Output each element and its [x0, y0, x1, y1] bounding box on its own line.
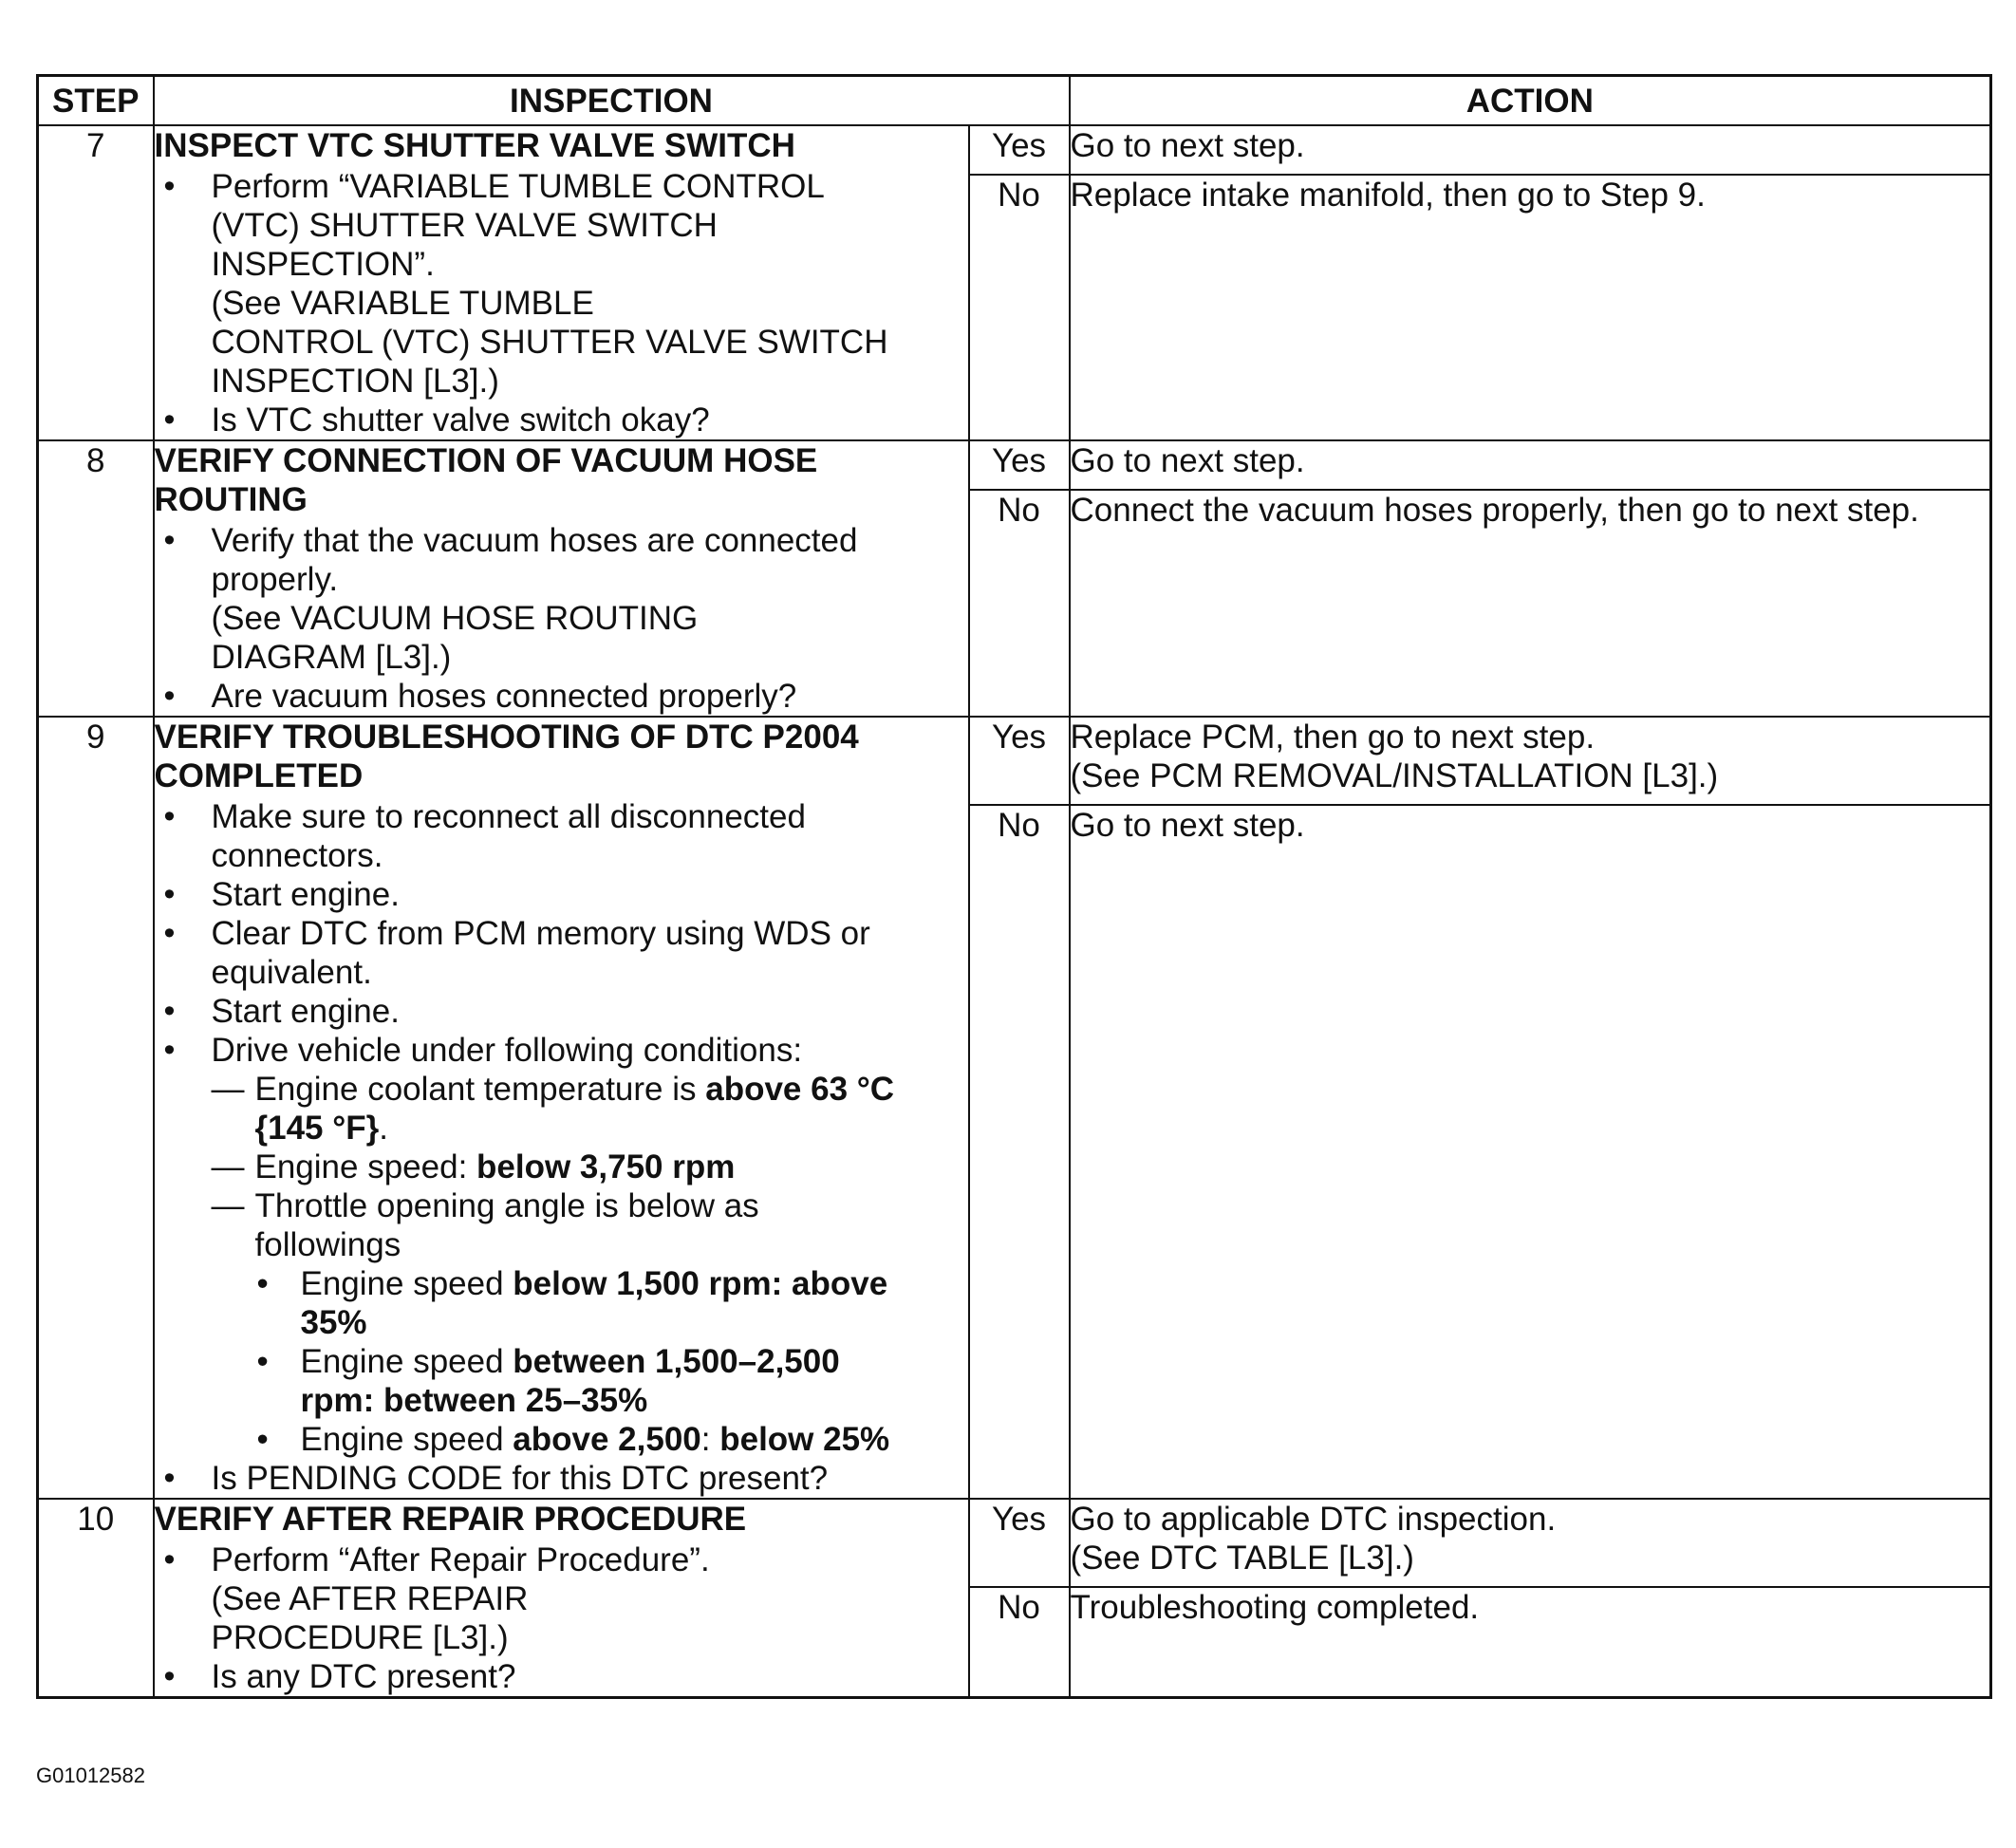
- text-line: • Make sure to reconnect all disconnected: [211, 798, 806, 835]
- condition-speed: [212, 1148, 968, 1186]
- bold-value: rpm: [300, 1382, 364, 1419]
- list-item: [155, 797, 968, 875]
- text-line: • Drive vehicle under following conditions:: [211, 1032, 803, 1069]
- step-number: 10: [38, 1499, 154, 1698]
- step-10-yes-row: [38, 1499, 1991, 1587]
- list-item: [155, 677, 968, 716]
- text-line: [301, 1342, 968, 1381]
- bold-value: 35%: [300, 1304, 367, 1341]
- text-span: .: [379, 1110, 388, 1147]
- step-number: 8: [38, 440, 154, 717]
- text-line: (See VARIABLE TUMBLE: [211, 285, 594, 322]
- bold-value: {145 °F}: [254, 1110, 380, 1147]
- header-step: STEP: [38, 76, 154, 126]
- text-span: :: [700, 1421, 720, 1458]
- text-line: — Throttle opening angle is below as: [254, 1187, 759, 1224]
- bold-value: between 25–35%: [383, 1382, 648, 1419]
- list-item: [155, 1459, 968, 1498]
- step-title: VERIFY AFTER REPAIR PROCEDURE: [154, 1501, 747, 1538]
- step-title: [155, 441, 968, 519]
- yes-label: Yes: [969, 125, 1070, 175]
- inspection-cell: [154, 717, 969, 1499]
- text-line: • Verify that the vacuum hoses are connected: [211, 522, 858, 559]
- bold-value: below 25%: [719, 1421, 890, 1458]
- list-item: [155, 992, 968, 1031]
- bold-value: between 1,500–2,500: [513, 1343, 840, 1380]
- text-line: Go to next step.: [1070, 807, 1305, 844]
- header-inspection: INSPECTION: [154, 76, 1070, 126]
- text-line: (See VACUUM HOSE ROUTING: [211, 600, 699, 637]
- no-label: No: [969, 1587, 1070, 1698]
- step-title: INSPECT VTC SHUTTER VALVE SWITCH: [154, 127, 795, 164]
- text-line: Connect the vacuum hoses properly, then go to next step.: [1070, 492, 1919, 529]
- condition-list: [212, 1070, 968, 1459]
- step-title: [155, 718, 968, 795]
- text-line: • Is any DTC present?: [211, 1658, 516, 1695]
- list-item: [155, 1657, 968, 1696]
- text-line: [255, 1148, 968, 1186]
- text-line: Go to next step.: [1070, 442, 1305, 479]
- yes-action: [1070, 125, 1991, 175]
- text-line: (See AFTER REPAIR: [211, 1580, 529, 1617]
- throttle-sublist: [255, 1264, 968, 1459]
- text-line: connectors.: [211, 837, 383, 874]
- text-line: (See PCM REMOVAL/INSTALLATION [L3].): [1070, 757, 1719, 794]
- text-span: Engine speed: [300, 1421, 513, 1458]
- step-9-yes-row: [38, 717, 1991, 805]
- text-line: (VTC) SHUTTER VALVE SWITCH: [211, 207, 718, 244]
- text-line: [255, 1109, 968, 1148]
- text-line: Replace intake manifold, then go to Step 9.: [1070, 177, 1706, 214]
- yes-action: [1070, 440, 1991, 490]
- text-line: (See DTC TABLE [L3].): [1070, 1540, 1414, 1577]
- text-line: • Is VTC shutter valve switch okay?: [211, 401, 710, 439]
- inspection-list: [155, 797, 968, 1498]
- text-line: [301, 1381, 968, 1420]
- yes-label: Yes: [969, 1499, 1070, 1587]
- list-item: [155, 1031, 968, 1459]
- text-line: [301, 1264, 968, 1303]
- text-line: • Start engine.: [211, 876, 400, 913]
- figure-id: G01012582: [36, 1764, 145, 1787]
- list-item: [155, 914, 968, 992]
- list-item: [155, 401, 968, 439]
- text-span: Engine coolant temperature is: [254, 1071, 706, 1108]
- inspection-list: [155, 521, 968, 716]
- text-line: • Perform “VARIABLE TUMBLE CONTROL: [211, 168, 825, 205]
- inspection-cell: [154, 125, 969, 440]
- list-item: [155, 167, 968, 401]
- text-line: equivalent.: [211, 954, 372, 991]
- text-line: INSPECTION”.: [211, 246, 435, 283]
- no-action: [1070, 805, 1991, 1499]
- yes-action: [1070, 717, 1991, 805]
- text-line: [301, 1303, 968, 1342]
- throttle-subitem: [255, 1342, 968, 1420]
- title-line: COMPLETED: [154, 757, 364, 794]
- title-line: VERIFY TROUBLESHOOTING OF DTC P2004: [154, 719, 859, 756]
- title-line: ROUTING: [154, 481, 308, 518]
- no-action: [1070, 175, 1991, 440]
- inspection-cell: [154, 440, 969, 717]
- no-action: [1070, 1587, 1991, 1698]
- no-label: No: [969, 175, 1070, 440]
- text-line: Troubleshooting completed.: [1070, 1589, 1480, 1626]
- text-line: [255, 1070, 968, 1109]
- text-line: Go to next step.: [1070, 127, 1305, 164]
- text-span: Engine speed:: [254, 1148, 477, 1185]
- text-line: • Clear DTC from PCM memory using WDS or: [211, 915, 870, 952]
- title-line: VERIFY CONNECTION OF VACUUM HOSE: [154, 442, 818, 479]
- bold-value: :: [363, 1382, 384, 1419]
- step-number: 7: [38, 125, 154, 440]
- inspection-list: [155, 167, 968, 439]
- throttle-subitem: [255, 1264, 968, 1342]
- no-label: No: [969, 490, 1070, 717]
- throttle-subitem: [255, 1420, 968, 1459]
- list-item: [155, 521, 968, 677]
- header-action: ACTION: [1070, 76, 1991, 126]
- list-item: [155, 875, 968, 914]
- text-line: • Start engine.: [211, 993, 400, 1030]
- bold-value: above 63 °C: [705, 1071, 895, 1108]
- yes-label: Yes: [969, 717, 1070, 805]
- condition-throttle: [212, 1186, 968, 1459]
- no-label: No: [969, 805, 1070, 1499]
- text-span: Engine speed: [300, 1265, 513, 1302]
- step-8-yes-row: [38, 440, 1991, 490]
- text-line: followings: [254, 1226, 401, 1263]
- header-row: [38, 76, 1991, 126]
- text-line: [301, 1420, 968, 1459]
- step-7-yes-row: [38, 125, 1991, 175]
- text-line: Replace PCM, then go to next step.: [1070, 719, 1596, 756]
- text-line: DIAGRAM [L3].): [211, 639, 452, 676]
- text-line: • Is PENDING CODE for this DTC present?: [211, 1460, 829, 1497]
- inspection-cell: [154, 1499, 969, 1698]
- list-item: [155, 1540, 968, 1657]
- condition-coolant: [212, 1070, 968, 1148]
- bold-value: below 3,750 rpm: [476, 1148, 736, 1185]
- bold-value: above 2,500: [513, 1421, 701, 1458]
- no-action: [1070, 490, 1991, 717]
- text-line: • Perform “After Repair Procedure”.: [211, 1541, 710, 1578]
- text-line: Go to applicable DTC inspection.: [1070, 1501, 1557, 1538]
- text-span: Engine speed: [300, 1343, 513, 1380]
- yes-action: [1070, 1499, 1991, 1587]
- text-line: • Are vacuum hoses connected properly?: [211, 678, 797, 715]
- inspection-list: [155, 1540, 968, 1696]
- text-line: properly.: [211, 561, 339, 598]
- step-number: 9: [38, 717, 154, 1499]
- text-line: INSPECTION [L3].): [211, 363, 499, 400]
- text-line: CONTROL (VTC) SHUTTER VALVE SWITCH: [211, 324, 888, 361]
- bold-value: below 1,500 rpm: above: [513, 1265, 888, 1302]
- yes-label: Yes: [969, 440, 1070, 490]
- troubleshooting-table: [36, 74, 1992, 1699]
- text-line: PROCEDURE [L3].): [211, 1619, 509, 1656]
